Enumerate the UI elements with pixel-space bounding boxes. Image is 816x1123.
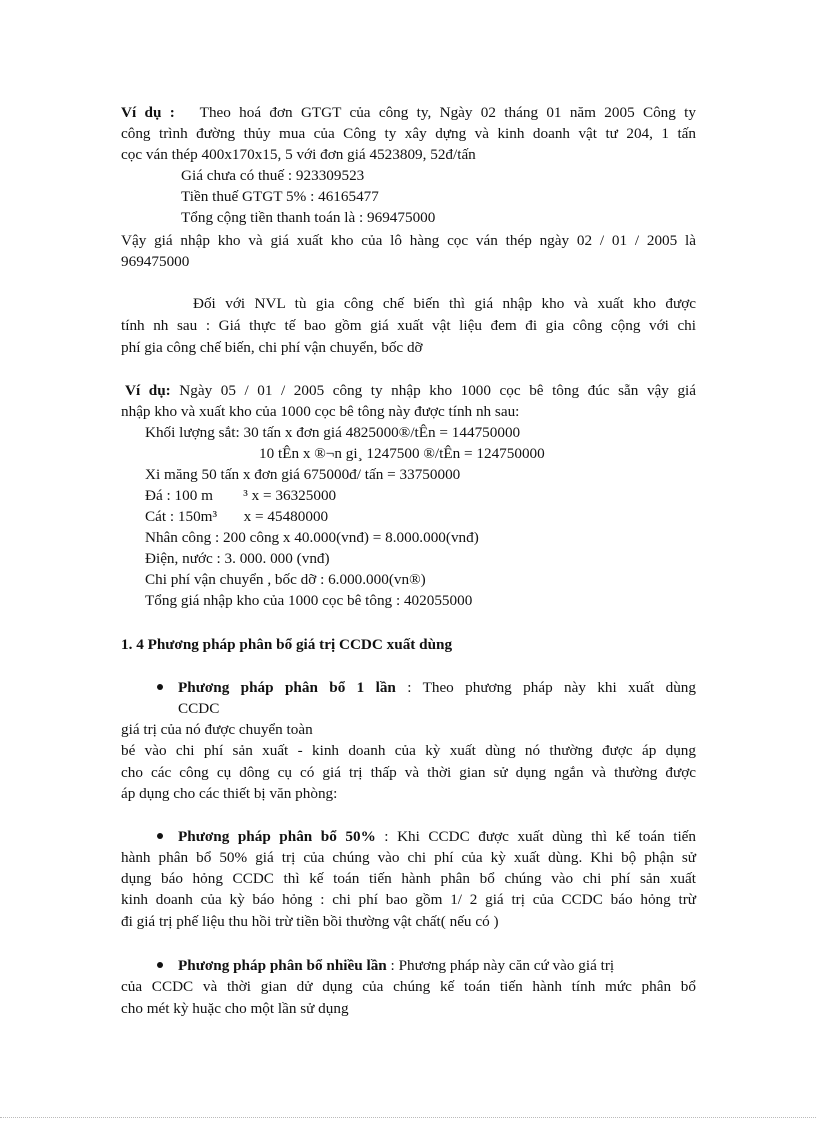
method1-line3: bé vào chi phí sản xuất - kinh doanh của kỳ xuất dùng nó thường được áp dụng xyxy=(121,742,696,759)
example2-line1: Ví dụ: Ngày 05 / 01 / 2005 công ty nhập kho 1000 cọc bê tông đúc sẵn vậy giá xyxy=(125,382,696,399)
example1-line2: công trình đường thủy mua của Công ty xây dựng và kinh doanh vật tư 204, 1 tấn xyxy=(121,125,696,142)
nvl-line2: tính nh sau : Giá thực tế bao gồm giá xuất vật liệu đem đi gia công cộng với chi xyxy=(121,317,696,334)
method1-line4: cho các công cụ dông cụ có giá trị thấp và thời gian sử dụng ngắn và thường được xyxy=(121,764,696,781)
method2-line5: đi giá trị phế liệu thu hồi trừ tiền bồi thường vật chất( nếu có ) xyxy=(121,913,499,930)
method3-line2: của CCDC và thời gian dử dụng của chúng kế toán tiến hành tính mức phân bổ xyxy=(121,978,696,995)
nvl-line3: phí gia công chế biến, chi phí vận chuyển, bốc dỡ xyxy=(121,339,423,356)
method2-line3: dụng báo hỏng CCDC thì kế toán tiến hành phân bổ chúng vào chi phí sản xuất xyxy=(121,870,696,887)
page-bottom-rule xyxy=(0,1117,816,1118)
utilities-line: Điện, nước : 3. 000. 000 (vnđ) xyxy=(145,550,330,567)
steel-line1: Khối lượng sắt: 30 tấn x đơn giá 4825000®/tÊn = 144750000 xyxy=(145,424,521,441)
stone-line: Đá : 100 m ³ x = 36325000 xyxy=(145,487,337,504)
example-label: Ví dụ: xyxy=(125,382,171,399)
payment-total: Tổng cộng tiền thanh toán là : 969475000 xyxy=(181,209,436,226)
example1-conclusion-value: 969475000 xyxy=(121,253,190,270)
method1-line1: Phương pháp phân bổ 1 lần : Theo phương pháp này khi xuất dùng xyxy=(178,679,696,696)
sand-line: Cát : 150m³ x = 45480000 xyxy=(145,508,329,525)
example1-line1: Ví dụ : Theo hoá đơn GTGT của công ty, Ngày 02 tháng 01 năm 2005 Công ty xyxy=(121,104,696,121)
cement-line: Xi măng 50 tấn x đơn giá 675000đ/ tấn = 33750000 xyxy=(145,466,461,483)
method3-line3: cho mét kỳ huặc cho một lần sử dụng xyxy=(121,1000,349,1017)
method2-line4: kinh doanh của kỳ báo hỏng : chi phí bao gồm 1/ 2 giá trị của CCDC báo hỏng trừ xyxy=(121,891,696,908)
method1-line5: áp dụng cho các thiết bị văn phòng: xyxy=(121,785,338,802)
method3-line1: Phương pháp phân bổ nhiều lần : Phương pháp này căn cứ vào giá trị xyxy=(178,957,615,974)
example-label: Ví dụ : xyxy=(121,104,175,121)
method2-line2: hành phân bổ 50% giá trị của chúng vào chi phí của kỳ xuất dùng. Khi bộ phận sử xyxy=(121,849,696,866)
nvl-line1: Đối với NVL tù gia công chế biến thì giá nhập kho và xuất kho được xyxy=(193,295,696,312)
transport-line: Chi phí vận chuyển , bốc dỡ : 6.000.000(vn®) xyxy=(145,571,426,588)
method2-title: Phương pháp phân bổ 50% xyxy=(178,828,376,845)
price-before-tax: Giá chưa có thuế : 923309523 xyxy=(181,167,365,184)
bullet-icon xyxy=(157,684,163,690)
example2-total: Tổng giá nhập kho của 1000 cọc bê tông : 402055000 xyxy=(145,592,473,609)
method1-title: Phương pháp phân bổ 1 lần xyxy=(178,679,396,696)
example2-line2: nhập kho và xuất kho của 1000 cọc bê tông này được tính nh sau: xyxy=(121,403,520,420)
labor-line: Nhân công : 200 công x 40.000(vnđ) = 8.000.000(vnđ) xyxy=(145,529,479,546)
bullet-icon xyxy=(157,833,163,839)
method1-line1b: CCDC xyxy=(178,700,220,717)
steel-line2: 10 tÊn x ®¬n gi¸ 1247500 ®/tÊn = 124750000 xyxy=(259,445,545,462)
method2-line1: Phương pháp phân bổ 50% : Khi CCDC được xuất dùng thì kế toán tiến xyxy=(178,828,696,845)
bullet-icon xyxy=(157,962,163,968)
method3-title: Phương pháp phân bổ nhiều lần xyxy=(178,957,387,974)
method1-line2: giá trị của nó được chuyển toàn xyxy=(121,721,313,738)
section-heading: 1. 4 Phương pháp phân bổ giá trị CCDC xuất dùng xyxy=(121,636,453,653)
vat-amount: Tiền thuế GTGT 5% : 46165477 xyxy=(181,188,379,205)
example1-line3: cọc ván thép 400x170x15, 5 với đơn giá 4523809, 52đ/tấn xyxy=(121,146,476,163)
example1-conclusion: Vậy giá nhập kho và giá xuất kho của lô hàng cọc ván thép ngày 02 / 01 / 2005 là xyxy=(121,232,696,249)
